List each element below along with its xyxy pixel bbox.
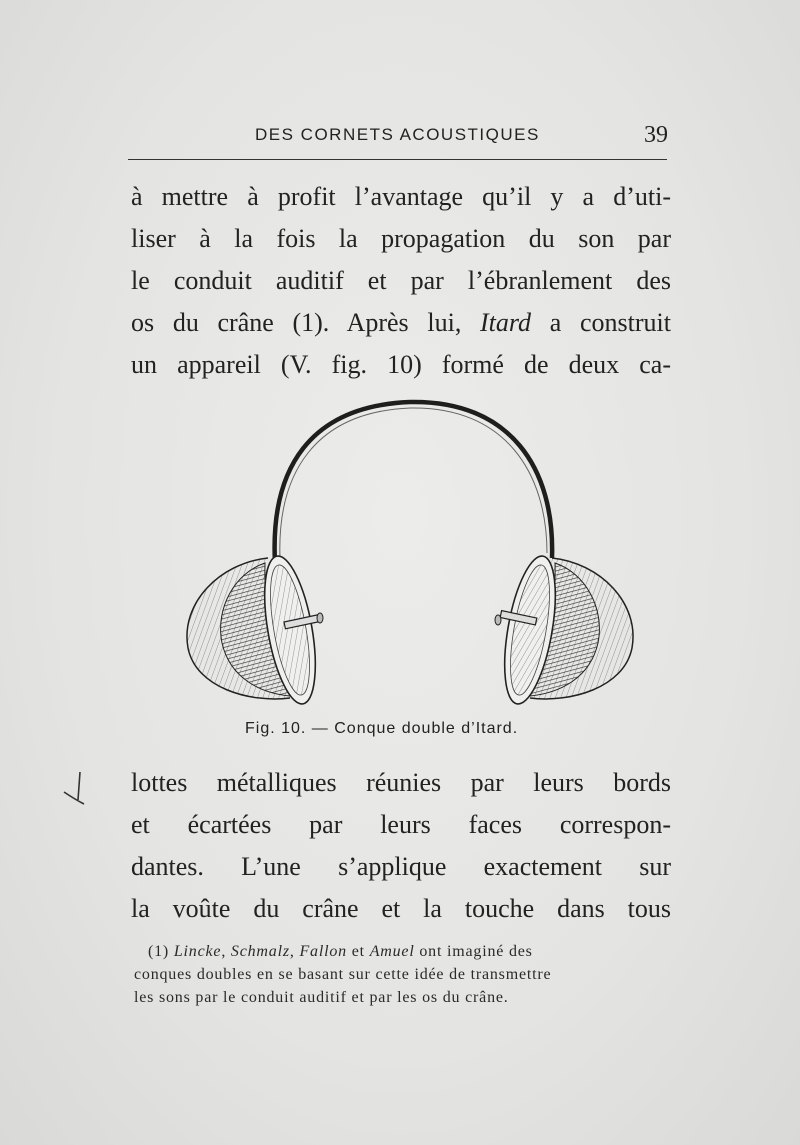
paragraph-2 — [131, 762, 671, 930]
paragraph-1 — [131, 176, 671, 386]
text-line — [131, 302, 671, 344]
margin-pencil-mark — [58, 770, 88, 810]
italic-name: Itard — [480, 308, 532, 337]
italic-name: Amuel — [369, 943, 415, 960]
running-head — [128, 122, 668, 152]
italic-name: Schmalz — [230, 943, 290, 960]
footnote-line — [134, 940, 672, 963]
footnote-line: les sons par le conduit auditif et par les os du crâne. — [134, 989, 509, 1006]
footnote — [134, 940, 672, 1009]
double-conch-illustration — [180, 398, 640, 713]
text-line: liser à la fois la propagation du son par — [131, 224, 671, 253]
text-line: et écartées par leurs faces correspon- — [131, 810, 671, 839]
footnote-line: conques doubles en se basant sur cette idée de transmettre — [134, 966, 552, 983]
text-run: et — [346, 943, 370, 960]
text-line: le conduit auditif et par l’ébranlement des — [131, 266, 671, 295]
header-rule — [128, 159, 667, 160]
footnote-marker: (1) — [148, 943, 174, 960]
italic-name: Lincke — [173, 943, 222, 960]
text-line: un appareil (V. fig. 10) formé de deux ca- — [131, 350, 671, 379]
text-line: la voûte du crâne et la touche dans tous — [131, 894, 671, 923]
text-run: , — [221, 943, 231, 960]
figure-caption: Fig. 10. — Conque double d’Itard. — [245, 720, 519, 737]
page-number: 39 — [644, 122, 668, 148]
text-run: os du crâne (1). Après lui, — [131, 308, 481, 337]
text-line: lottes métalliques réunies par leurs bords — [131, 768, 671, 797]
text-line: dantes. L’une s’applique exactement sur — [131, 852, 671, 881]
text-run: a construit — [531, 308, 671, 337]
text-run: ont imaginé des — [414, 943, 533, 960]
text-run: , — [289, 943, 300, 960]
running-head-title: DES CORNETS ACOUSTIQUES — [255, 125, 540, 144]
text-line: à mettre à profit l’avantage qu’il y a d’uti- — [131, 182, 671, 211]
italic-name: Fallon — [299, 943, 347, 960]
